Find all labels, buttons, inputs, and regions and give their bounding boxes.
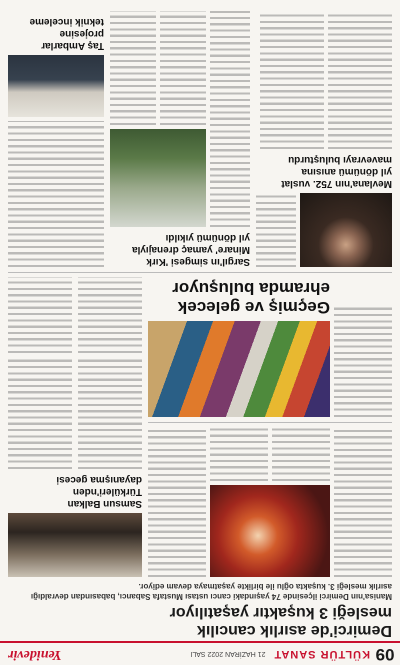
mevlana-story-column-2 <box>328 11 392 149</box>
section-divider <box>148 422 392 423</box>
page-number: 09 <box>375 645 395 664</box>
gecmis-story-column-1 <box>334 305 392 417</box>
issue-date: 21 HAZİRAN 2022 SALI <box>190 650 266 658</box>
main-subheadline: Manisa'nın Demirci ilçesinde 74 yaşındaki cancı ustası Mustafa Sabancı, babasından devraldığı asırlık mesleği 3. kuşakta oğlu ile birlikte yaşatmaya devam ediyor. <box>30 582 392 601</box>
main-headline <box>8 603 392 639</box>
samsun-story-column-1 <box>78 359 142 469</box>
mevlana-headline-line1: Mevlana'nın 752. vuslat <box>281 178 392 189</box>
sargil-story-column-3 <box>110 11 156 125</box>
sargil-story-column-1 <box>210 11 250 227</box>
sargil-headline <box>110 231 250 267</box>
coppersmith-photo <box>210 485 330 577</box>
sargil-headline-line2: Minare' yamaç drenajıyla <box>132 244 250 255</box>
sargil-headline-line3: yıl dönümü yıkıldı <box>165 232 250 243</box>
samsun-headline-line2: Türküleri'nden <box>72 486 142 497</box>
sargil-story-column-2 <box>160 11 206 125</box>
inspection-team-photo <box>8 55 104 117</box>
tas-ambarlar-story-column-1 <box>8 121 104 267</box>
balkan-event-photo <box>8 513 142 577</box>
newspaper-logo: Yenidevir <box>8 647 62 662</box>
main-headline-line1: Demirci'de asırlık cancılık <box>196 622 392 639</box>
ceremony-photo <box>300 193 392 267</box>
samsun-headline-line1: Samsun Balkan <box>67 498 142 509</box>
tas-ambarlar-headline-line1: Taş Ambarlar projesine <box>41 28 104 51</box>
mevlana-headline-line2: yıl dönümü anısına <box>301 166 392 177</box>
tas-ambarlar-headline-line2: teknik inceleme <box>29 16 104 27</box>
samsun-headline <box>8 473 142 509</box>
samsun-story-column-2 <box>8 359 72 469</box>
mevlana-headline-line3: mavevrayı buluşturdu <box>288 154 392 165</box>
section-divider <box>8 272 392 273</box>
section-title: KÜLTÜR SANAT <box>273 648 370 660</box>
sargil-headline-line1: Sargıl'ın simgesi 'Kırk <box>146 256 250 267</box>
mevlana-headline <box>262 153 392 189</box>
samsun-headline-line3: dayanışma gecesi <box>56 474 142 485</box>
main-story-column-2 <box>272 427 330 481</box>
gecmis-headline-line2: ehramda buluşuyor <box>172 279 330 298</box>
gecmis-story-column-2 <box>78 277 142 353</box>
mevlana-story-column-3 <box>260 11 324 149</box>
main-story-column-3 <box>210 427 268 481</box>
main-story-column-1 <box>334 427 392 577</box>
tas-ambarlar-headline <box>8 15 104 51</box>
main-story-column-4 <box>148 427 206 577</box>
gecmis-story-column-3 <box>8 277 72 353</box>
mevlana-story-column-1 <box>256 193 296 267</box>
woven-textiles-photo <box>148 321 330 417</box>
masthead <box>0 641 400 665</box>
gecmis-headline-line1: Geçmiş ve gelecek <box>177 298 330 317</box>
main-headline-line2: mesleği 3 kuşaktır yaşatılıyor <box>169 604 392 621</box>
landscape-photo <box>110 129 206 227</box>
